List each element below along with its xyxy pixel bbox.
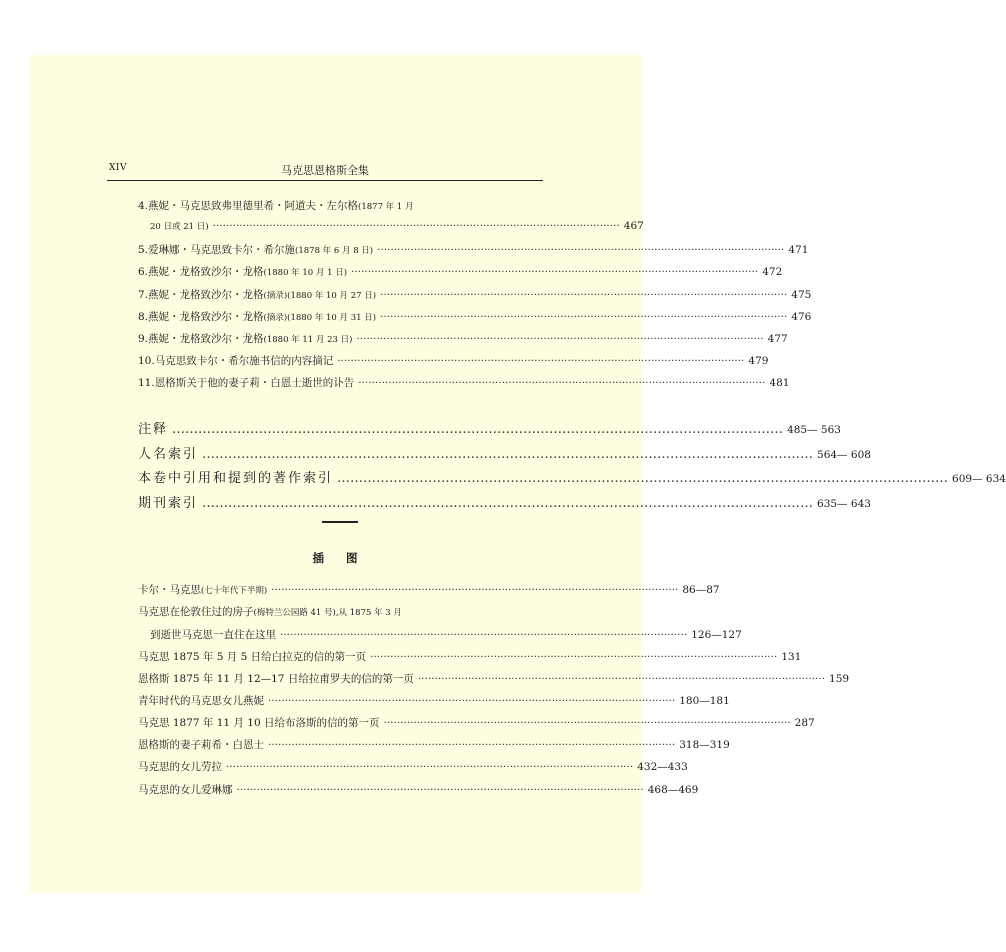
toc-entry-label: 人名索引: [138, 447, 199, 462]
toc-entry-page: 131: [781, 651, 802, 663]
toc-entry-page: 432—433: [637, 761, 688, 773]
toc-entry-label: 8.燕妮・龙格致沙尔・龙格(摘录)(1880 年 10 月 31 日): [138, 311, 377, 323]
toc-entry-label: 注释: [138, 422, 169, 437]
toc-entry-letter-8: [138, 309, 812, 324]
toc-entry-label: 20 日或 21 日): [150, 222, 209, 232]
toc-entry-page: 86—87: [682, 584, 720, 596]
toc-leader-dots: ··························································································································: [268, 739, 676, 751]
toc-leader-dots: ··························································································································: [377, 244, 785, 256]
toc-entry-letter-10: [138, 353, 769, 368]
illustrations-heading: 插图: [312, 551, 380, 565]
toc-leader-dots: ··························································································································: [271, 584, 679, 596]
toc-leader-dots: ··························································································································: [236, 784, 644, 796]
toc-entry-label: 5.爱琳娜・马克思致卡尔・希尔施(1878 年 6 月 8 日): [138, 244, 374, 256]
toc-entry-label: 7.燕妮・龙格致沙尔・龙格(摘录)(1880 年 10 月 27 日): [138, 289, 377, 301]
toc-entry-label: 本卷中引用和提到的著作索引: [138, 471, 334, 486]
toc-entry-page: 468—469: [647, 784, 699, 796]
toc-leader-dots: ··························································································································: [380, 311, 788, 323]
toc-entry-works-index: [138, 467, 1006, 486]
toc-entry-page: 476: [791, 311, 812, 323]
illustration-entry: [138, 671, 850, 686]
illustration-entry: [138, 715, 815, 730]
toc-entry-label: 到逝世马克思一直住在这里: [150, 629, 276, 641]
toc-entry-page: 159: [829, 673, 850, 685]
toc-entry-page: 479: [748, 355, 769, 367]
toc-entry-page: 467: [623, 220, 644, 232]
illustration-entry: [138, 582, 720, 597]
toc-entry-page: 475: [791, 289, 812, 301]
toc-entry-page: 180—181: [679, 695, 730, 707]
toc-entry-label: 期刊索引: [138, 496, 199, 511]
toc-entry-label: 马克思的女儿爱琳娜: [138, 784, 233, 796]
toc-entry-label: 马克思 1875 年 5 月 5 日给白拉克的信的第一页: [138, 651, 367, 663]
toc-entry-label: 马克思的女儿劳拉: [138, 761, 222, 773]
toc-entry-letter-11: [138, 375, 790, 390]
section-divider: [322, 521, 358, 523]
illustration-entry: [138, 782, 699, 797]
toc-leader-dots: ……………………………………………………………………………………………………………………………: [337, 471, 949, 486]
toc-entry-page: 477: [767, 333, 788, 345]
toc-entry-page: 472: [762, 266, 783, 278]
toc-entry-label: 马克思 1877 年 11 月 10 日给布洛斯的信的第一页: [138, 717, 380, 729]
toc-entry-periodicals-index: [138, 492, 871, 511]
toc-entry-letter-6: [138, 264, 783, 279]
toc-entry-label: 6.燕妮・龙格致沙尔・龙格(1880 年 10 月 1 日): [138, 266, 348, 278]
toc-leader-dots: ··························································································································: [280, 629, 688, 641]
page-header: [107, 158, 543, 181]
toc-entry-label: 9.燕妮・龙格致沙尔・龙格(1880 年 11 月 23 日): [138, 333, 353, 345]
toc-leader-dots: ··························································································································: [358, 377, 766, 389]
toc-leader-dots: ··························································································································: [417, 673, 826, 685]
toc-leader-dots: ··························································································································: [226, 761, 634, 773]
toc-entry-letter-5: [138, 242, 809, 257]
toc-entry-page: 635— 643: [817, 498, 871, 510]
toc-leader-dots: ··························································································································: [268, 695, 676, 707]
toc-leader-dots: ……………………………………………………………………………………………………………………………: [202, 496, 814, 511]
toc-entry-label: 恩格斯的妻子莉希・白恩士: [138, 739, 264, 751]
toc-entry-label: 马克思在伦敦住过的房子(梅特兰公园路 41 号),从 1875 年 3 月: [138, 606, 402, 618]
toc-leader-dots: ··························································································································: [380, 289, 788, 301]
toc-entry-name-index: [138, 443, 871, 462]
toc-entry-page: 485— 563: [787, 424, 841, 436]
toc-entry-letter-4-cont: [150, 220, 644, 232]
illustration-entry: [138, 737, 730, 752]
toc-entry-letter-7: [138, 287, 812, 302]
toc-entry-label: 卡尔・马克思(七十年代下半期): [138, 584, 268, 596]
toc-entry-letter-9: [138, 331, 788, 346]
toc-entry-label: 10.马克思致卡尔・希尔施书信的内容摘记: [138, 355, 334, 367]
illustration-entry: [138, 693, 730, 708]
header-page-number: XIV: [109, 163, 127, 173]
toc-entry-label: 11.恩格斯关于他的妻子莉・白恩士逝世的讣告: [138, 377, 355, 389]
header-book-title: 马克思恩格斯全集: [281, 164, 369, 177]
toc-entry-page: 287: [794, 717, 815, 729]
toc-leader-dots: ··························································································································: [370, 651, 778, 663]
toc-leader-dots: ……………………………………………………………………………………………………………………………: [172, 422, 784, 437]
illustration-entry: [138, 604, 543, 619]
toc-entry-page: 609— 634: [952, 473, 1006, 485]
illustration-entry: [138, 649, 802, 664]
illustration-entry: [138, 759, 688, 774]
illustration-entry-cont: [150, 627, 742, 642]
toc-entry-notes: [138, 418, 841, 437]
toc-leader-dots: ……………………………………………………………………………………………………………………………: [202, 447, 814, 462]
toc-entry-page: 564— 608: [817, 449, 871, 461]
toc-entry-page: 126—127: [691, 629, 742, 641]
toc-entry-label: 恩格斯 1875 年 11 月 12—17 日给拉甫罗夫的信的第一页: [138, 673, 414, 685]
toc-entry-page: 481: [769, 377, 790, 389]
toc-entry-page: 471: [788, 244, 809, 256]
toc-entry-page: 318—319: [679, 739, 730, 751]
toc-leader-dots: ··························································································································: [337, 355, 745, 367]
toc-entry-letter-4: [138, 198, 543, 213]
toc-leader-dots: ··························································································································: [356, 333, 764, 345]
toc-entry-label: 4.燕妮・马克思致弗里德里希・阿道夫・左尔格(1877 年 1 月: [138, 200, 414, 212]
toc-leader-dots: ··························································································································: [351, 266, 759, 278]
toc-entry-label: 青年时代的马克思女儿燕妮: [138, 695, 264, 707]
toc-leader-dots: ··························································································································: [383, 717, 791, 729]
toc-leader-dots: ··························································································································: [212, 220, 620, 232]
